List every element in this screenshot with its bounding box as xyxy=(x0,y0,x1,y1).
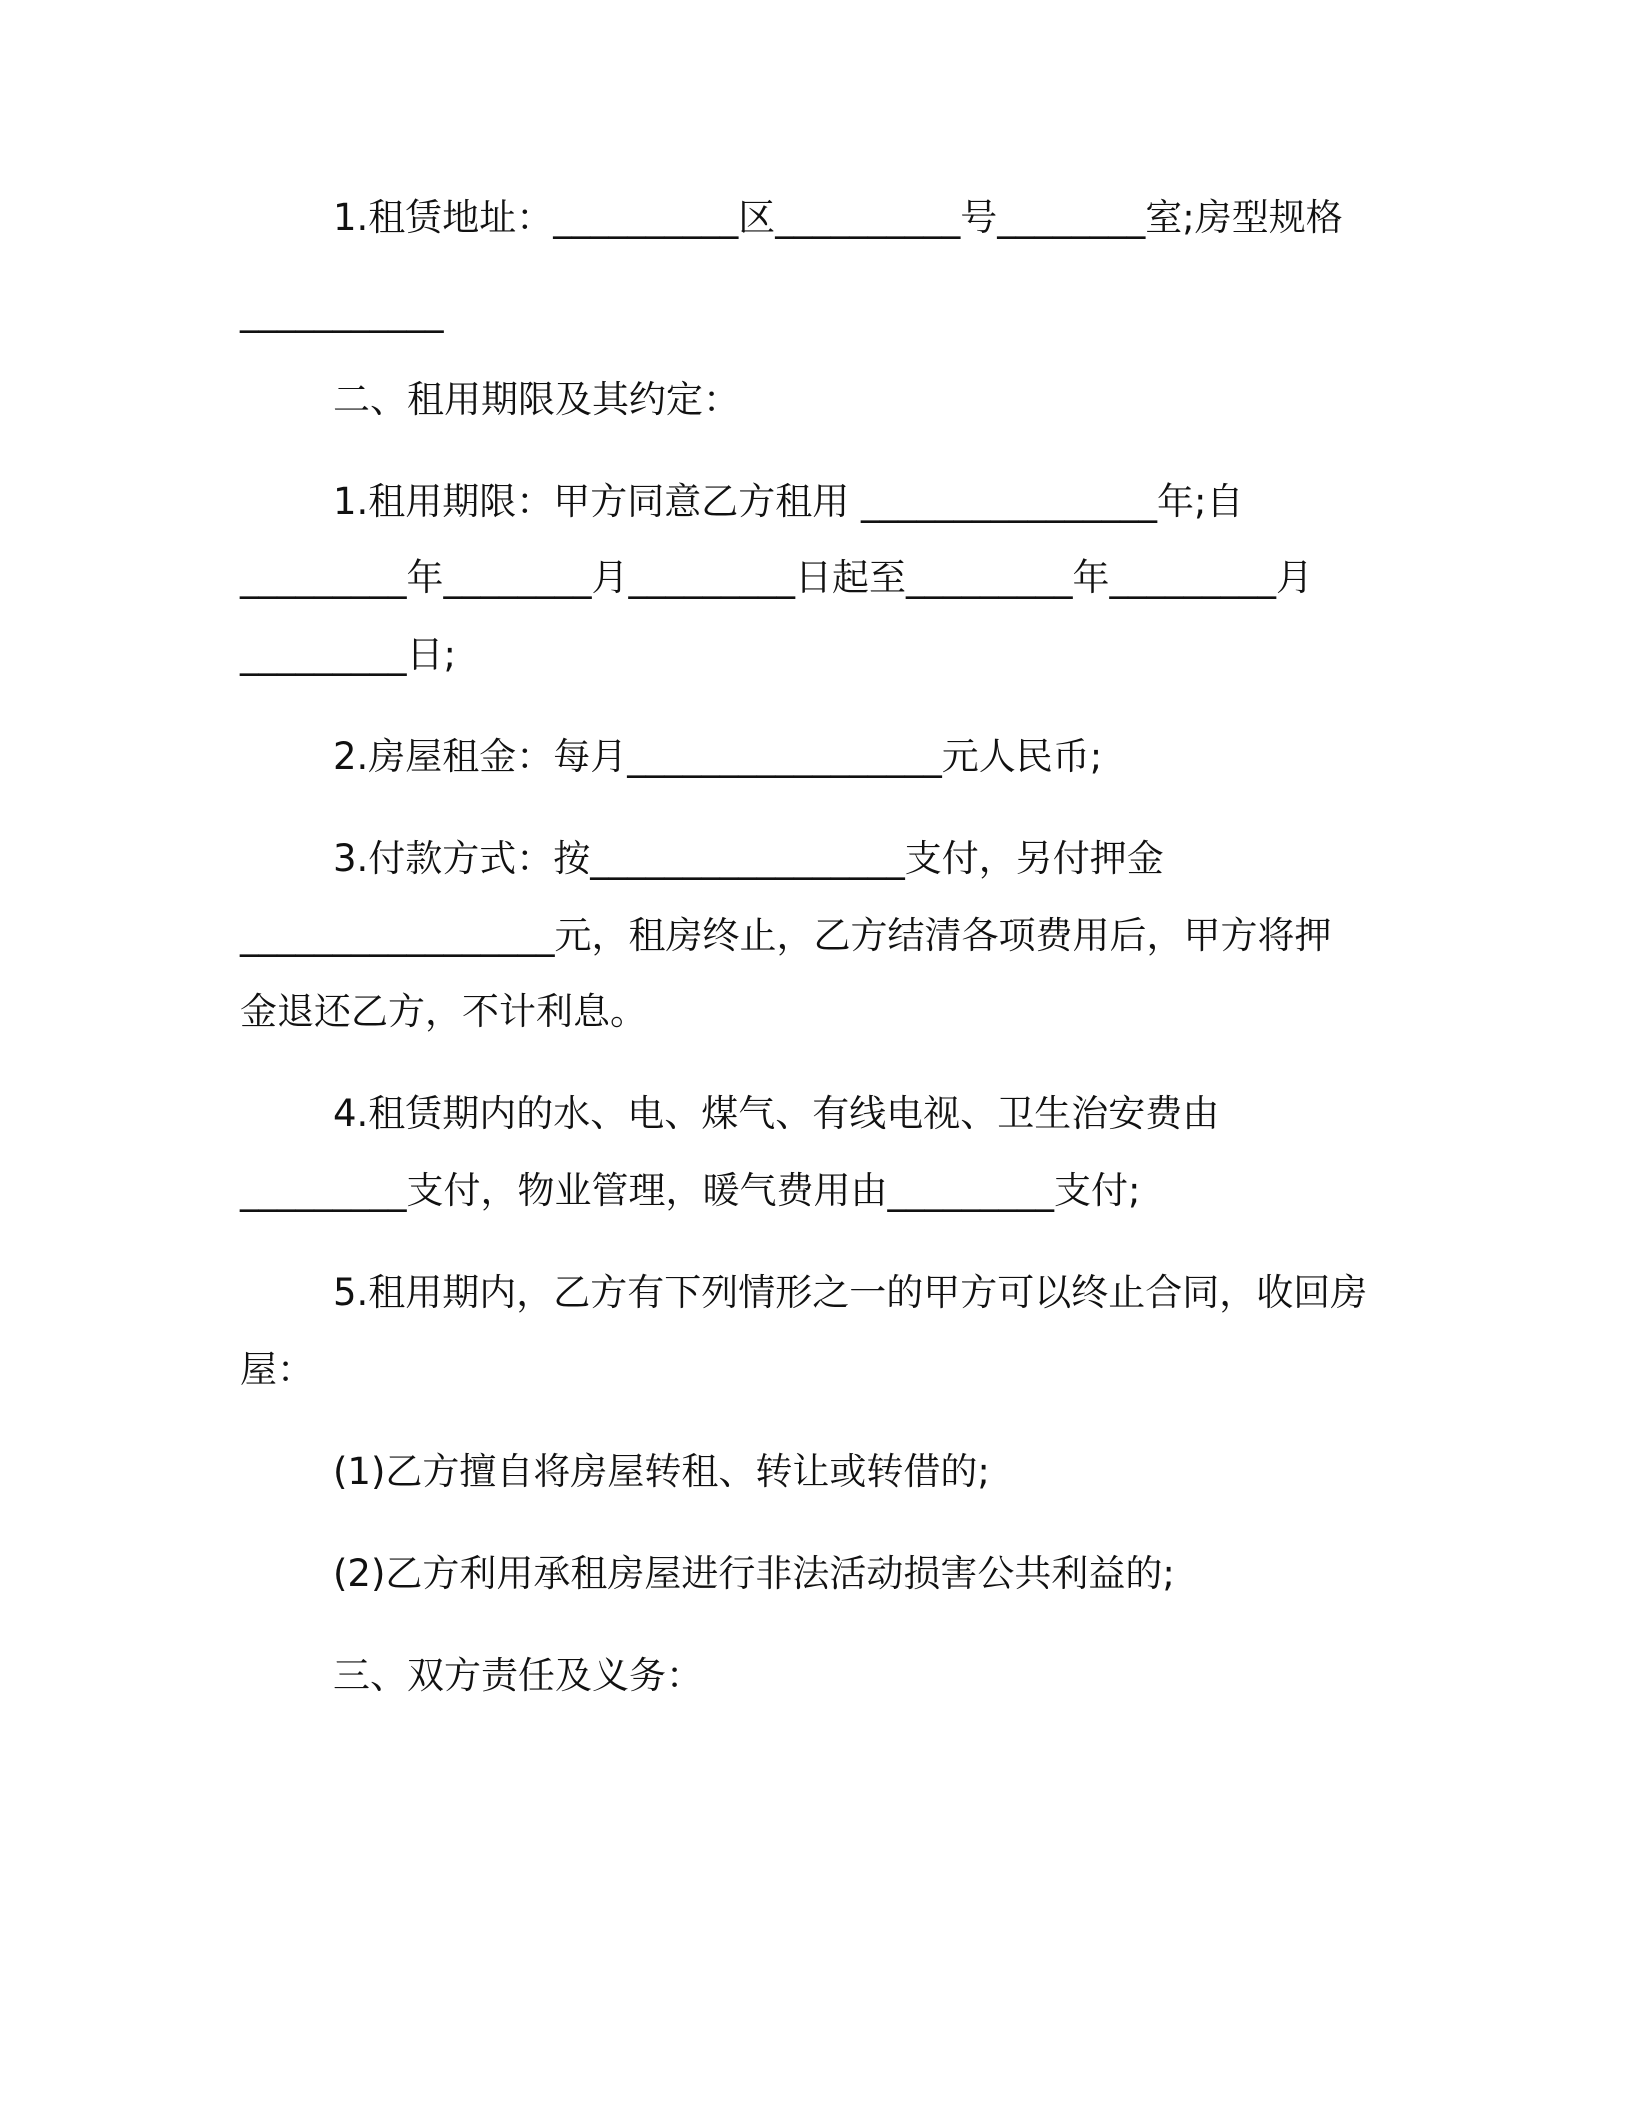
clause-payment-end: 金退还乙方，不计利息。 xyxy=(240,990,647,1033)
clause-utilities-cont: _________支付，物业管理，暖气费用由_________支付; xyxy=(240,1169,1141,1212)
clause-rental-term-dates: _________年________月_________日起至_________年_________月 xyxy=(240,556,1313,599)
section-heading-term: 二、租用期限及其约定： xyxy=(333,378,740,421)
section-heading-duties: 三、双方责任及义务： xyxy=(333,1654,703,1697)
clause-rental-address: 1.租赁地址：__________区__________号________室;房型规格 xyxy=(333,196,1343,239)
clause-termination: 5.租用期内，乙方有下列情形之一的甲方可以终止合同，收回房 xyxy=(333,1271,1368,1314)
clause-utilities: 4.租赁期内的水、电、煤气、有线电视、卫生治安费由 xyxy=(333,1092,1220,1135)
clause-rent: 2.房屋租金：每月_________________元人民币; xyxy=(333,735,1103,778)
clause-rental-address-cont: ___________ xyxy=(240,290,444,333)
clause-rental-term: 1.租用期限：甲方同意乙方租用 ________________年;自 xyxy=(333,480,1244,523)
clause-payment-cont: _________________元，租房终止，乙方结清各项费用后，甲方将押 xyxy=(240,914,1332,957)
clause-payment: 3.付款方式：按_________________支付，另付押金 xyxy=(333,837,1164,880)
clause-termination-item-2: (2)乙方利用承租房屋进行非法活动损害公共利益的; xyxy=(333,1552,1175,1595)
clause-rental-term-end: _________日; xyxy=(240,633,456,676)
clause-termination-item-1: (1)乙方擅自将房屋转租、转让或转借的; xyxy=(333,1450,990,1493)
clause-termination-cont: 屋： xyxy=(240,1348,314,1391)
